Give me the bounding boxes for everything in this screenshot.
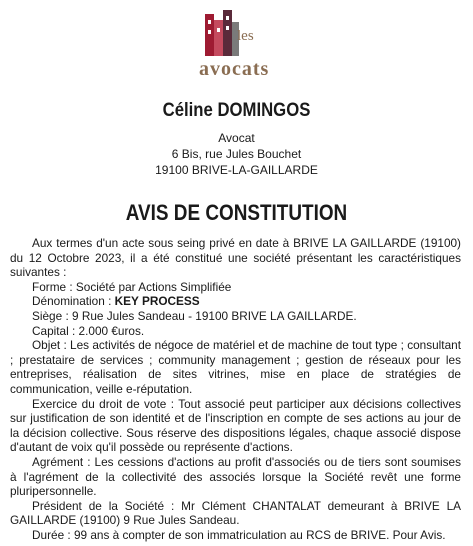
denomination-line (10, 294, 461, 309)
address-line-1: 6 Bis, rue Jules Bouchet (171, 147, 302, 161)
forme-line: Forme : Société par Actions Simplifiée (32, 279, 232, 294)
capital-line: Capital : 2.000 €uros. (32, 323, 145, 338)
lawyer-name: Céline DOMINGOS (162, 100, 311, 121)
logo-word-les: les (237, 28, 254, 44)
address-line-2: 19100 BRIVE-LA-GAILLARDE (155, 163, 318, 177)
intro-paragraph: Aux termes d'un acte sous seing privé en date à BRIVE LA GAILLARDE (19100) du 12 Octobre 2023, il a été constitué une société présentant les caractéristiques suivantes : (10, 236, 461, 280)
denomination-value: KEY PROCESS (114, 294, 200, 309)
logo-word-avocats: avocats (199, 58, 270, 80)
duree-line: Durée : 99 ans à compter de son immatriculation au RCS de BRIVE. Pour Avis. (32, 527, 446, 542)
notice-body (10, 236, 461, 542)
objet-paragraph: Objet : Les activités de négoce de matériel et de machine de tout type ; consultant ; prestataire de services ; community management ; gestion de réseaux pour les entreprises, réalisation de sites vitrines, mise en place de stratégies de communication, veille e-réputation. (10, 338, 461, 396)
notice-title: AVIS DE CONSTITUTION (125, 200, 348, 225)
siege-line: Siège : 9 Rue Jules Sandeau - 19100 BRIVE LA GAILLARDE. (32, 308, 357, 323)
lawyer-role: Avocat (218, 131, 255, 145)
vote-paragraph: Exercice du droit de vote : Tout associé peut participer aux décisions collectives sur justification de son identité et de l'inscription en compte de ses actions au jour de la décision collective. Sous réserve des dispositions légales, chaque associé dispose d'autant de voix qu'il possède ou représente d'actions. (10, 396, 461, 455)
president-paragraph: Président de la Société : Mr Clément CHANTALAT demeurant à BRIVE LA GAILLARDE (19100) 9 Rue Jules Sandeau. (10, 498, 461, 528)
agrement-paragraph: Agrément : Les cessions d'actions au profit d'associés ou de tiers sont soumises à l'agrément de la collectivité des associés lorsque la Société revêt une forme pluripersonnelle. (10, 454, 461, 499)
les-avocats-logo (193, 6, 285, 84)
denomination-label: Dénomination : (32, 294, 115, 309)
